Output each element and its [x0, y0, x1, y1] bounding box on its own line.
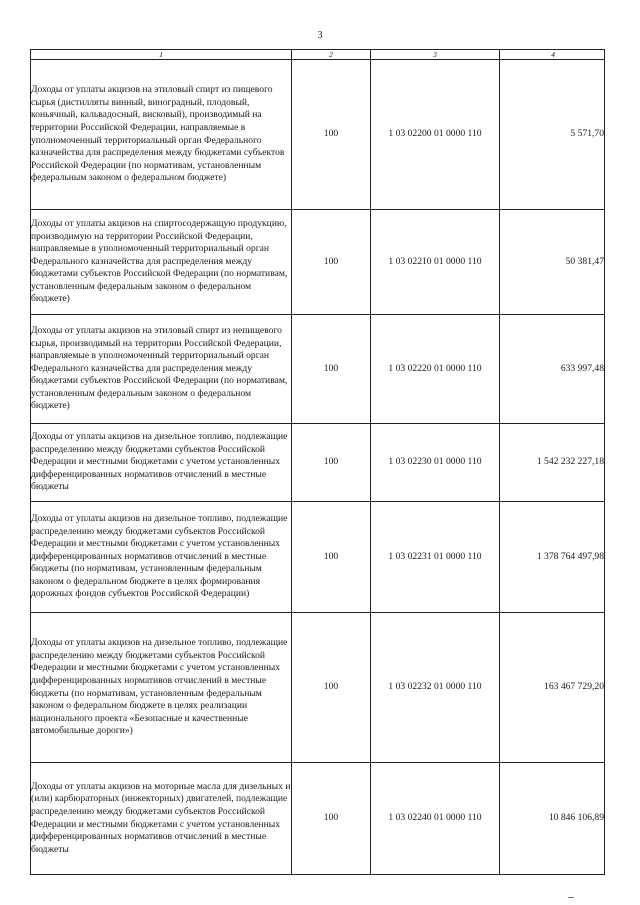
revenue-description: Доходы от уплаты акцизов на дизельное топливо, подлежащие распределению между бюджетами субъектов Российской Федерации и местными бюджетами с учетом установленных дифференцированных нормативов отчислений в местные бюджеты (по нормативам, установленным федеральным законом о федеральном бюджете в целях реализации национального проекта «Безопасные и качественные автомобильные дороги»): [31, 613, 292, 763]
budget-classification-code: 1 03 02232 01 0000 110: [371, 613, 500, 763]
revenue-table: [30, 49, 605, 875]
budget-classification-code: 1 03 02240 01 0000 110: [371, 763, 500, 875]
scan-mark: [568, 897, 574, 898]
table-row: [31, 613, 605, 763]
administrator-code: 100: [292, 763, 371, 875]
revenue-amount: 10 846 106,89: [500, 763, 605, 875]
revenue-amount: 1 542 232 227,18: [500, 424, 605, 502]
column-header-2: 2: [292, 50, 371, 60]
table-row: [31, 315, 605, 424]
revenue-description: Доходы от уплаты акцизов на дизельное топливо, подлежащие распределению между бюджетами субъектов Российской Федерации и местными бюджетами с учетом установленных дифференцированных нормативов отчислений в местные бюджеты (по нормативам, установленным федеральным законом о федеральном бюджете в целях формирования дорожных фондов субъектов Российской Федерации): [31, 502, 292, 613]
administrator-code: 100: [292, 210, 371, 315]
administrator-code: 100: [292, 502, 371, 613]
column-header-4: 4: [500, 50, 605, 60]
revenue-amount: 633 997,48: [500, 315, 605, 424]
column-number-row: [31, 50, 605, 60]
column-header-1: 1: [31, 50, 292, 60]
revenue-description: Доходы от уплаты акцизов на этиловый спирт из пищевого сырья (дистилляты винный, виноградный, плодовый, коньячный, кальвадосный, висковый), производимый на территории Российской Федерации, направляемые в уполномоченный территориальный орган Федерального казначейства для распределения между бюджетами субъектов Российской Федерации (по нормативам, установленным федеральным законом о федеральном бюджете): [31, 60, 292, 210]
budget-classification-code: 1 03 02230 01 0000 110: [371, 424, 500, 502]
revenue-amount: 50 381,47: [500, 210, 605, 315]
table-row: [31, 424, 605, 502]
budget-classification-code: 1 03 02210 01 0000 110: [371, 210, 500, 315]
table-row: [31, 763, 605, 875]
revenue-amount: 1 378 764 497,98: [500, 502, 605, 613]
table-row: [31, 210, 605, 315]
administrator-code: 100: [292, 613, 371, 763]
table-row: [31, 502, 605, 613]
revenue-description: Доходы от уплаты акцизов на спиртосодержащую продукцию, производимую на территории Российской Федерации, направляемые в уполномоченный территориальный орган Федерального казначейства для распределения между бюджетами субъектов Российской Федерации (по нормативам, установленным федеральным законом о федеральном бюджете): [31, 210, 292, 315]
revenue-description: Доходы от уплаты акцизов на моторные масла для дизельных и (или) карбюраторных (инжекторных) двигателей, подлежащие распределению между бюджетами субъектов Российской Федерации и местными бюджетами с учетом установленных дифференцированных нормативов отчислений в местные бюджеты: [31, 763, 292, 875]
administrator-code: 100: [292, 424, 371, 502]
administrator-code: 100: [292, 60, 371, 210]
revenue-amount: 163 467 729,20: [500, 613, 605, 763]
budget-classification-code: 1 03 02220 01 0000 110: [371, 315, 500, 424]
table-row: [31, 60, 605, 210]
revenue-description: Доходы от уплаты акцизов на дизельное топливо, подлежащие распределению между бюджетами субъектов Российской Федерации и местными бюджетами с учетом установленных дифференцированных нормативов отчислений в местные бюджеты: [31, 424, 292, 502]
revenue-description: Доходы от уплаты акцизов на этиловый спирт из непищевого сырья, производимый на территории Российской Федерации, направляемые в уполномоченный территориальный орган Федерального казначейства для распределения между бюджетами субъектов Российской Федерации (по нормативам, установленным федеральным законом о федеральном бюджете): [31, 315, 292, 424]
budget-classification-code: 1 03 02231 01 0000 110: [371, 502, 500, 613]
page-number: 3: [317, 30, 323, 41]
administrator-code: 100: [292, 315, 371, 424]
revenue-amount: 5 571,70: [500, 60, 605, 210]
column-header-3: 3: [371, 50, 500, 60]
budget-classification-code: 1 03 02200 01 0000 110: [371, 60, 500, 210]
